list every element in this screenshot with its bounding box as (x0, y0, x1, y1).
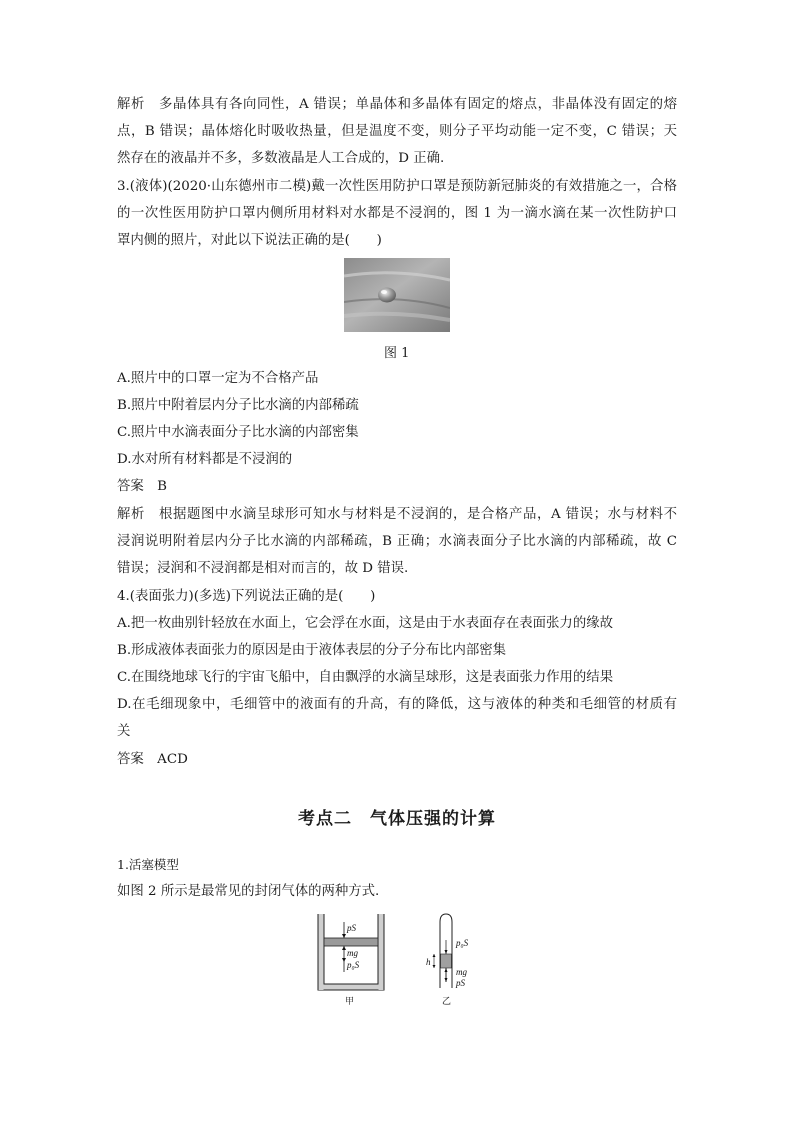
answer: 答案 ACD (117, 752, 188, 767)
option-c: C.照片中水滴表面分子比水滴的内部密集 (117, 425, 359, 440)
water-droplet-photo (344, 258, 450, 332)
analysis-line: 解析 多晶体具有各向同性，A 错误；单晶体和多晶体有固定的熔点，非晶体没有固定的熔 (117, 97, 677, 112)
analysis-line: 解析 根据题图中水滴呈球形可知水与材料是不浸润的，是合格产品，A 错误；水与材料不 (117, 507, 677, 522)
analysis-line: 点，B 错误；晶体熔化时吸收热量，但是温度不变，则分子平均动能一定不变，C 错误；天 (117, 124, 677, 139)
label-pS: pS (456, 978, 465, 988)
option-d: 关 (117, 724, 131, 739)
label-h: h (426, 957, 431, 967)
tube-mercury-diagram (420, 912, 490, 1008)
option-a: A.把一枚曲别针轻放在水面上，它会浮在水面，这是由于水表面存在表面张力的缘故 (117, 616, 613, 631)
label-p0S: p₀S (347, 960, 360, 970)
option-d: D.水对所有材料都是不浸润的 (117, 452, 293, 467)
option-b: B.形成液体表面张力的原因是由于液体表层的分子分布比内部密集 (117, 643, 507, 658)
option-d: D.在毛细现象中，毛细管中的液面有的升高，有的降低，这与液体的种类和毛细管的材质有 (117, 697, 677, 712)
option-c: C.在围绕地球飞行的宇宙飞船中，自由飘浮的水滴呈球形，这是表面张力作用的结果 (117, 670, 614, 685)
analysis-line: 错误；浸润和不浸润都是相对而言的，故 D 错误. (117, 561, 409, 576)
analysis-line: 浸润说明附着层内分子比水滴的内部稀疏，B 正确；水滴表面分子比水滴的内部稀疏，故 C (117, 534, 677, 549)
answer: 答案 B (117, 479, 168, 494)
option-a: A.照片中的口罩一定为不合格产品 (117, 371, 319, 386)
question-3-stem: 的一次性医用防护口罩内侧所用材料对水都是不浸润的，图 1 为一滴水滴在某一次性防护口 (117, 206, 677, 221)
label-p0S: p₀S (456, 938, 469, 948)
question-4-stem: 4.(表面张力)(多选)下列说法正确的是( ) (117, 589, 376, 604)
section-title: 考点二 气体压强的计算 (298, 809, 496, 829)
label-pS: pS (347, 923, 356, 933)
subsection-title: 1.活塞模型 (117, 857, 179, 872)
figure-1-caption: 图 1 (384, 346, 410, 361)
piston-cylinder-diagram (312, 910, 392, 1008)
caption-jia: 甲 (345, 997, 355, 1007)
label-mg: mg (347, 948, 358, 958)
caption-yi: 乙 (442, 997, 452, 1007)
intro-text: 如图 2 所示是最常见的封闭气体的两种方式. (117, 884, 380, 899)
label-mg: mg (456, 967, 467, 977)
question-3-stem: 3.(液体)(2020·山东德州市二模)戴一次性医用防护口罩是预防新冠肺炎的有效措施之一，合格 (117, 179, 677, 194)
question-3-stem: 罩内侧的照片，对此以下说法正确的是( ) (117, 233, 382, 248)
option-b: B.照片中附着层内分子比水滴的内部稀疏 (117, 398, 359, 413)
analysis-line: 然存在的液晶并不多，多数液晶是人工合成的，D 正确. (117, 151, 445, 166)
